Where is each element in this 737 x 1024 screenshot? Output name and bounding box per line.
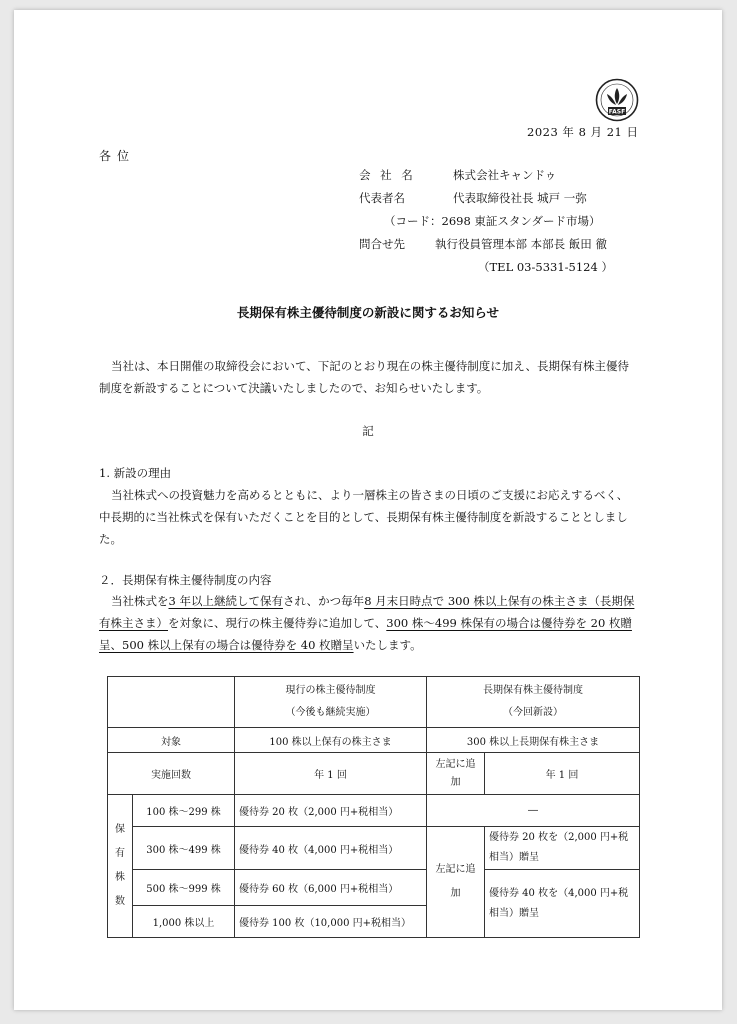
table-row	[108, 870, 640, 906]
table-row	[108, 827, 640, 870]
long-term-benefit: 優待券 20 枚を（2,000 円+税相当）贈呈	[485, 827, 640, 870]
intro-paragraph: 当社は、本日開催の取締役会において、下記のとおり現在の株主優待制度に加え、長期保有株主優待制度を新設することについて決議いたしましたので、お知らせいたします。	[99, 359, 629, 395]
current-benefit: 優待券 60 枚（6,000 円+税相当）	[235, 870, 427, 906]
holding-range: 100 株～299 株	[133, 795, 235, 827]
table-header-row	[108, 677, 640, 728]
company-name-label: 会 社 名	[359, 168, 416, 182]
section1-body: 当社株式への投資魅力を高めるとともに、より一層株主の皆さまの日頃のご支援にお応えするべく、中長期的に当社株式を保有いただくことを目的として、長期保有株主優待制度を新設することとしました。	[99, 488, 629, 546]
additional-note: 左記に追加	[427, 753, 485, 795]
holdings-label: 保有株数	[108, 795, 133, 938]
section2-heading: ２．長期保有株主優待制度の内容	[99, 573, 272, 587]
header-current: 現行の株主優待制度 （今後も継続実施）	[235, 677, 427, 728]
table-row	[108, 795, 640, 827]
benefits-table	[107, 676, 640, 938]
current-benefit: 優待券 100 枚（10,000 円+税相当）	[235, 906, 427, 938]
holding-range: 1,000 株以上	[133, 906, 235, 938]
table-row-times	[108, 753, 640, 795]
holding-range: 300 株～499 株	[133, 827, 235, 870]
target-label: 対象	[108, 728, 235, 753]
holding-range: 500 株～999 株	[133, 870, 235, 906]
document-title: 長期保有株主優待制度の新設に関するお知らせ	[236, 305, 500, 320]
additional-note: 左記に追加	[427, 827, 485, 938]
logo-text: FASF	[608, 108, 626, 116]
table-corner-cell	[108, 677, 235, 728]
contact-label: 問合せ先	[359, 237, 405, 251]
stock-code: （コード：2698 東証スタンダード市場）	[384, 214, 601, 228]
representative-value: 代表取締役社長 城戸 一弥	[453, 191, 587, 205]
times-long-term: 年 1 回	[485, 753, 640, 795]
current-benefit: 優待券 20 枚（2,000 円+税相当）	[235, 795, 427, 827]
target-long-term: 300 株以上長期保有株主さま	[427, 728, 640, 753]
ki-heading: 記	[362, 424, 374, 438]
representative-label: 代表者名	[359, 191, 405, 205]
section2-body: 当社株式を3 年以上継続して保有され、かつ毎年8 月末日時点で 300 株以上保有の株主さま（長期保有株主さま）を対象に、現行の株主優待券に追加して、300 株～499 株保有の場合は優待券を 20 枚贈呈、500 株以上保有の場合は優待券を 40 枚贈呈いたします。	[99, 594, 635, 652]
contact-value: 執行役員管理本部 本部長 飯田 徹	[435, 237, 607, 251]
times-label: 実施回数	[108, 753, 235, 795]
section1-heading: 1. 新設の理由	[99, 466, 172, 480]
long-term-benefit: ―	[427, 795, 640, 827]
contact-tel: （TEL 03-5331-5124 ）	[478, 260, 613, 274]
header-long-term: 長期保有株主優待制度 （今回新設）	[427, 677, 640, 728]
current-benefit: 優待券 40 枚（4,000 円+税相当）	[235, 827, 427, 870]
times-current: 年 1 回	[235, 753, 427, 795]
release-date: 2023 年 8 月 21 日	[527, 125, 639, 139]
company-name-value: 株式会社キャンドゥ	[453, 168, 557, 182]
addressee: 各位	[99, 149, 136, 163]
long-term-benefit: 優待券 40 枚を（4,000 円+税相当）贈呈	[485, 870, 640, 938]
table-row-target	[108, 728, 640, 753]
target-current: 100 株以上保有の株主さま	[235, 728, 427, 753]
document-page	[14, 10, 722, 1010]
fasf-logo-icon	[595, 78, 639, 122]
